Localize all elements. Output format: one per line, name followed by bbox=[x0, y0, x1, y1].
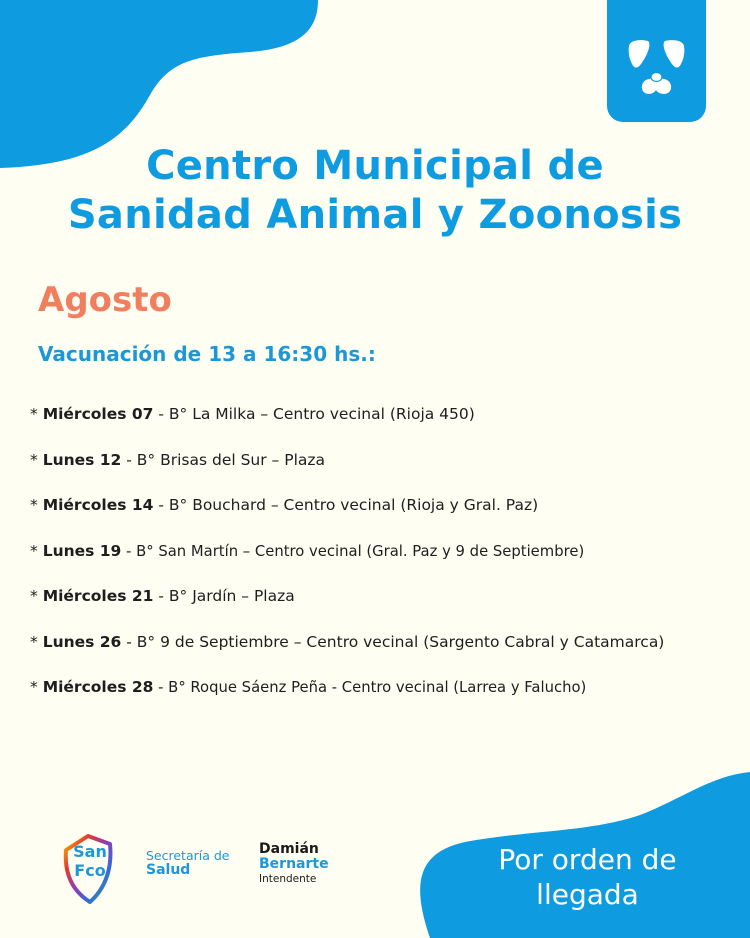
schedule-item: * Miércoles 07 - B° La Milka – Centro vecinal (Rioja 450) bbox=[30, 405, 475, 423]
schedule-location: - B° 9 de Septiembre – Centro vecinal (Sargento Cabral y Catamarca) bbox=[121, 632, 665, 651]
schedule-day: Miércoles 07 bbox=[42, 405, 154, 423]
schedule-location: - B° Brisas del Sur – Plaza bbox=[121, 450, 326, 469]
schedule-day: Lunes 19 bbox=[42, 541, 122, 560]
schedule-day: Lunes 12 bbox=[42, 450, 122, 469]
schedule-item: * Lunes 19 - B° San Martín – Centro vecinal (Gral. Paz y 9 de Septiembre) bbox=[30, 541, 585, 560]
footer-logos bbox=[60, 830, 400, 910]
vaccination-hours: Vacunación de 13 a 16:30 hs.: bbox=[38, 342, 376, 366]
sanfco-logo-text: San Fco bbox=[73, 842, 107, 880]
month-heading: Agosto bbox=[38, 280, 172, 320]
schedule-day: Miércoles 21 bbox=[42, 587, 154, 605]
intendente-logo: Damián Bernarte Intendente bbox=[259, 841, 329, 885]
schedule-location: - B° Roque Sáenz Peña - Centro vecinal (Larrea y Falucho) bbox=[153, 679, 587, 696]
title-line-1: Centro Municipal de bbox=[146, 143, 604, 189]
schedule-item: * Lunes 12 - B° Brisas del Sur – Plaza bbox=[30, 450, 326, 469]
dog-face-icon bbox=[607, 0, 706, 122]
schedule-item: * Miércoles 21 - B° Jardín – Plaza bbox=[30, 587, 295, 605]
schedule-location: - B° Jardín – Plaza bbox=[153, 587, 295, 605]
first-come-notice: Por orden de llegada bbox=[498, 843, 677, 911]
zoonosis-badge bbox=[607, 0, 706, 122]
schedule-location: - B° La Milka – Centro vecinal (Rioja 450) bbox=[153, 405, 475, 423]
schedule-list bbox=[30, 392, 740, 711]
page-title bbox=[0, 142, 750, 240]
sanfco-logo bbox=[60, 830, 116, 908]
schedule-location: - B° Bouchard – Centro vecinal (Rioja y Gral. Paz) bbox=[153, 496, 539, 514]
schedule-day: Miércoles 14 bbox=[42, 496, 154, 514]
title-line-2: Sanidad Animal y Zoonosis bbox=[67, 192, 683, 238]
schedule-item: * Miércoles 28 - B° Roque Sáenz Peña - Centro vecinal (Larrea y Falucho) bbox=[30, 678, 587, 696]
schedule-location: - B° San Martín – Centro vecinal (Gral. Paz y 9 de Septiembre) bbox=[121, 542, 585, 560]
schedule-day: Miércoles 28 bbox=[42, 678, 154, 696]
schedule-item: * Lunes 26 - B° 9 de Septiembre – Centro vecinal (Sargento Cabral y Catamarca) bbox=[30, 632, 665, 651]
schedule-day: Lunes 26 bbox=[42, 632, 122, 651]
schedule-item: * Miércoles 14 - B° Bouchard – Centro vecinal (Rioja y Gral. Paz) bbox=[30, 496, 539, 514]
secretaria-salud-logo: Secretaría de Salud bbox=[146, 848, 230, 878]
